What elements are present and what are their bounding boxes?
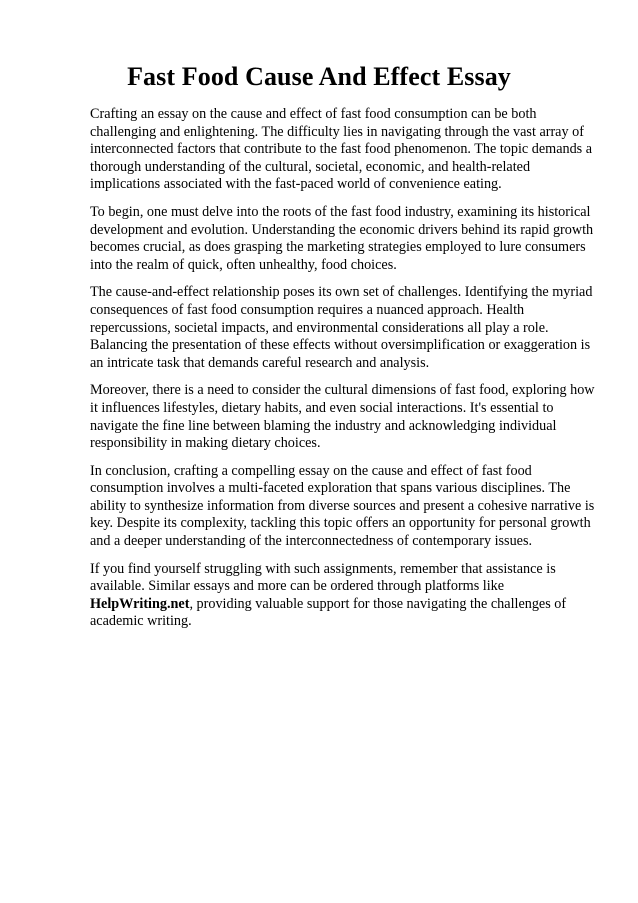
- document-title: Fast Food Cause And Effect Essay: [127, 62, 511, 91]
- closing-text-before-link: If you find yourself struggling with such assignments, remember that assistance is available. Similar essays and more can be ordered through platforms like: [90, 560, 556, 595]
- closing-text-after-link: , providing valuable support for those navigating the challenges of academic writing.: [90, 595, 567, 630]
- paragraph-4: Moreover, there is a need to consider the cultural dimensions of fast food, exploring how it influences lifestyles, dietary habits, and even social interactions. It's essential to navigate the fine line between blaming the industry and acknowledging individual responsibility in making dietary choices.: [90, 382, 595, 452]
- paragraph-closing: [90, 561, 596, 631]
- paragraph-2: To begin, one must delve into the roots of the fast food industry, examining its historical development and evolution. Understanding the economic drivers behind its rapid growth becomes crucial, as does grasping the marketing strategies employed to lure consumers into the realm of quick, often unhealthy, food choices.: [90, 203, 594, 273]
- paragraph-3: The cause-and-effect relationship poses its own set of challenges. Identifying the myriad consequences of fast food consumption requires a nuanced approach. Health repercussions, societal impacts, and environmental considerations all play a role. Balancing the presentation of these effects without oversimplification or exaggeration is an intricate task that demands careful research and analysis.: [90, 284, 593, 371]
- paragraph-1: Crafting an essay on the cause and effect of fast food consumption can be both challenging and enlightening. The difficulty lies in navigating through the vast array of interconnected factors that contribute to the fast food phenomenon. The topic demands a thorough understanding of the cultural, societal, economic, and health-related implications associated with the fast-paced world of convenience eating.: [90, 106, 593, 193]
- paragraph-5: In conclusion, crafting a compelling essay on the cause and effect of fast food consumption involves a multi-faceted exploration that spans various disciplines. The ability to synthesize information from diverse sources and present a cohesive narrative is key. Despite its complexity, tackling this topic offers an opportunity for personal growth and a deeper understanding of the interconnectedness of contemporary issues.: [90, 462, 595, 550]
- document-body: [90, 106, 596, 631]
- helpwriting-link[interactable]: HelpWriting.net: [90, 595, 190, 612]
